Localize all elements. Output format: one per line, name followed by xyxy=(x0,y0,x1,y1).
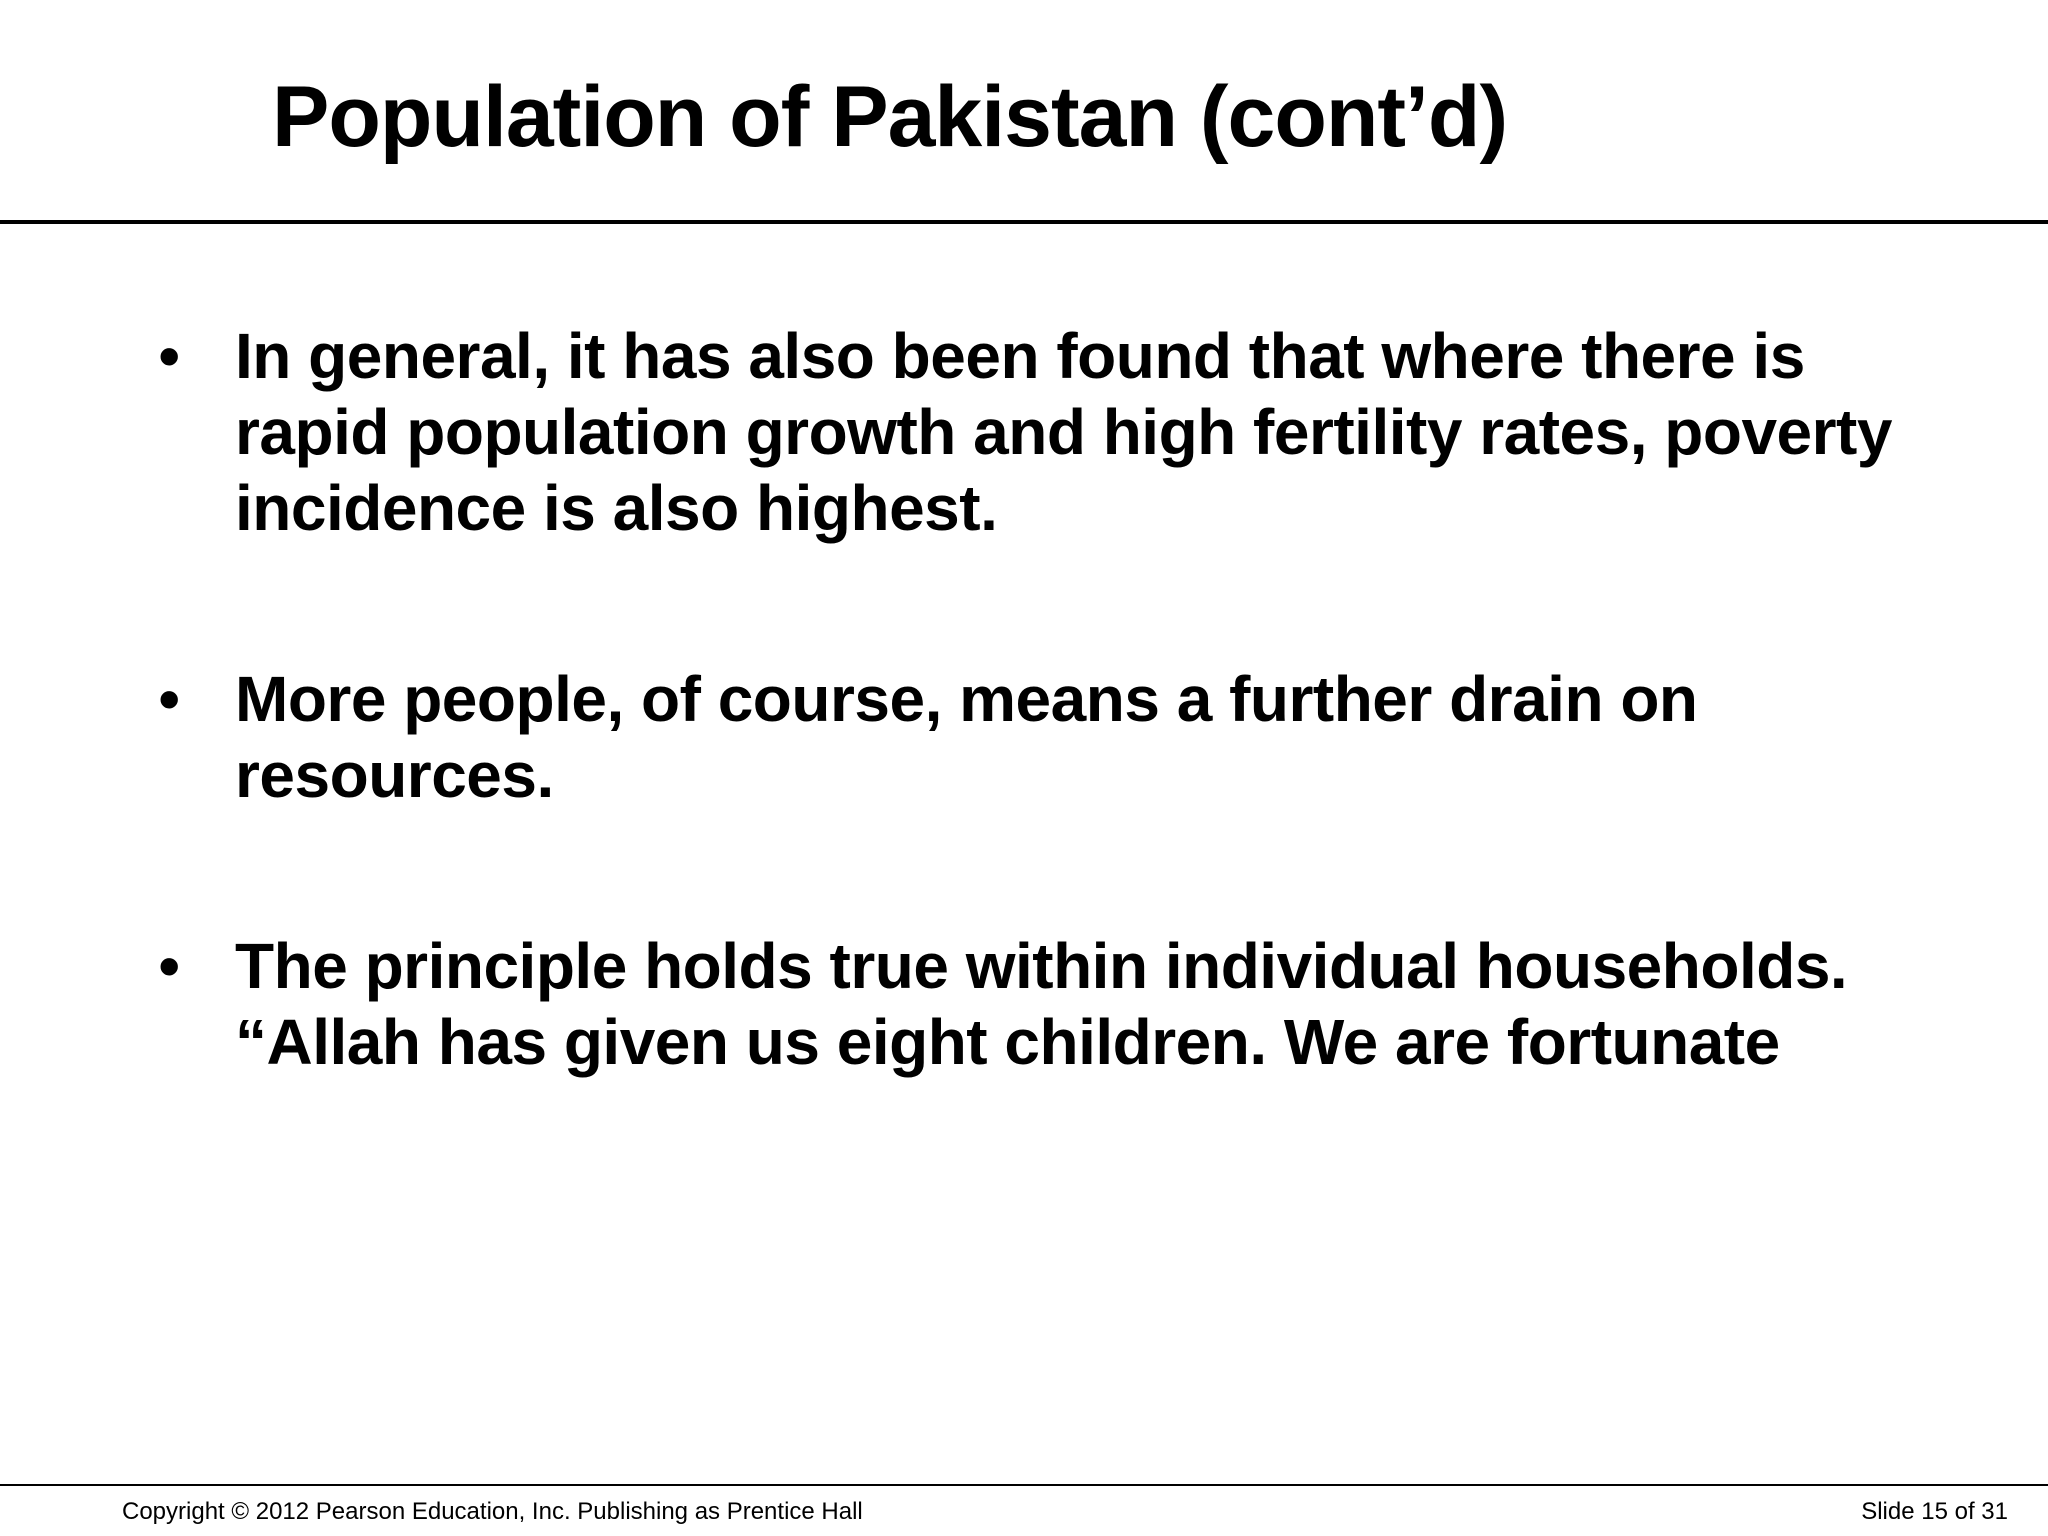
footer-copyright: Copyright © 2012 Pearson Education, Inc. Publishing as Prentice Hall xyxy=(122,1498,863,1525)
footer-divider xyxy=(0,1484,2048,1486)
bullet-item xyxy=(150,318,1930,546)
bullet-text: The principle holds true within individual households. “Allah has given us eight children. We are fortunate xyxy=(235,930,1848,1078)
bullet-list xyxy=(150,318,1930,1195)
bullet-item xyxy=(150,928,1930,1080)
bullet-text: More people, of course, means a further drain on resources. xyxy=(235,663,1698,811)
slide-title: Population of Pakistan (cont’d) xyxy=(272,69,1508,165)
slide-number: Slide 15 of 31 xyxy=(1861,1498,2008,1525)
bullet-icon: • xyxy=(158,663,180,735)
title-divider xyxy=(0,220,2048,224)
bullet-item xyxy=(150,661,1930,813)
bullet-icon: • xyxy=(158,320,180,392)
bullet-text: In general, it has also been found that where there is rapid population growth and high fertility rates, poverty incidence is also highest. xyxy=(235,320,1892,544)
bullet-icon: • xyxy=(158,930,180,1002)
